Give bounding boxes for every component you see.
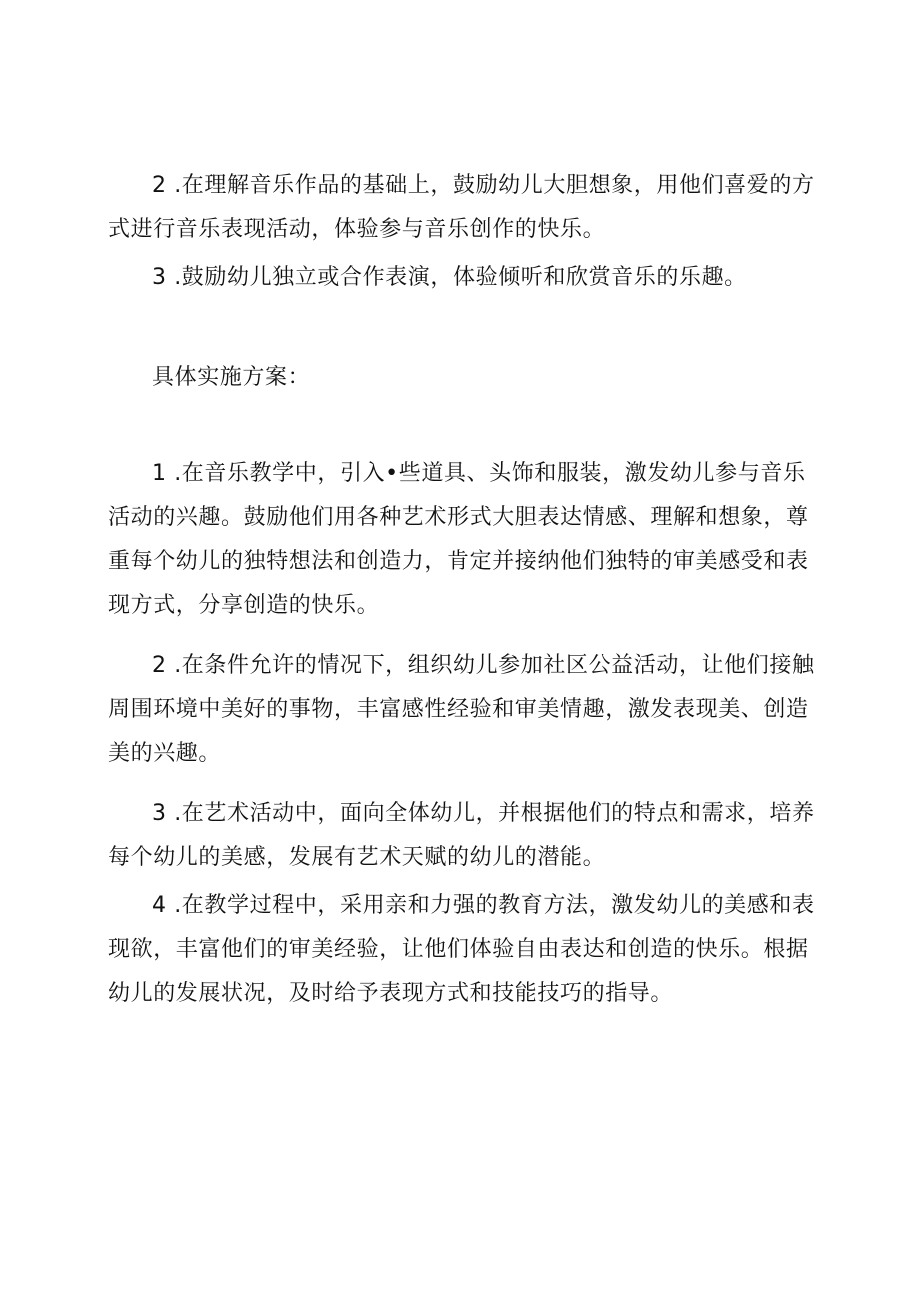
plan-paragraph-3: 3 .在艺术活动中，面向全体幼儿，并根据他们的特点和需求，培养每个幼儿的美感，发展有艺术天赋的幼儿的潜能。 — [108, 801, 815, 870]
goal-paragraph-2: 2 .在理解音乐作品的基础上，鼓励幼儿大胆想象，用他们喜爱的方式进行音乐表现活动，体验参与音乐创作的快乐。 — [108, 173, 815, 242]
plan-paragraph-2: 2 .在条件允许的情况下，组织幼儿参加社区公益活动，让他们接触周围环境中美好的事物，丰富感性经验和审美情趣，激发表现美、创造美的兴趣。 — [108, 653, 815, 766]
plan-paragraph-1: 1 .在音乐教学中，引入•些道具、头饰和服装，激发幼儿参与音乐活动的兴趣。鼓励他们用各种艺术形式大胆表达情感、理解和想象，尊重每个幼儿的独特想法和创造力，肯定并接纳他们独特的审美感受和表现方式，分享创造的快乐。 — [108, 461, 809, 618]
plan-heading: 具体实施方案： — [152, 365, 311, 390]
goal-paragraph-3: 3 .鼓励幼儿独立或合作表演，体验倾听和欣赏音乐的乐趣。 — [152, 265, 747, 290]
plan-paragraph-4: 4 .在教学过程中，采用亲和力强的教育方法，激发幼儿的美感和表现欲，丰富他们的审美经验，让他们体验自由表达和创造的快乐。根据幼儿的发展状况，及时给予表现方式和技能技巧的指导。 — [108, 893, 815, 1006]
